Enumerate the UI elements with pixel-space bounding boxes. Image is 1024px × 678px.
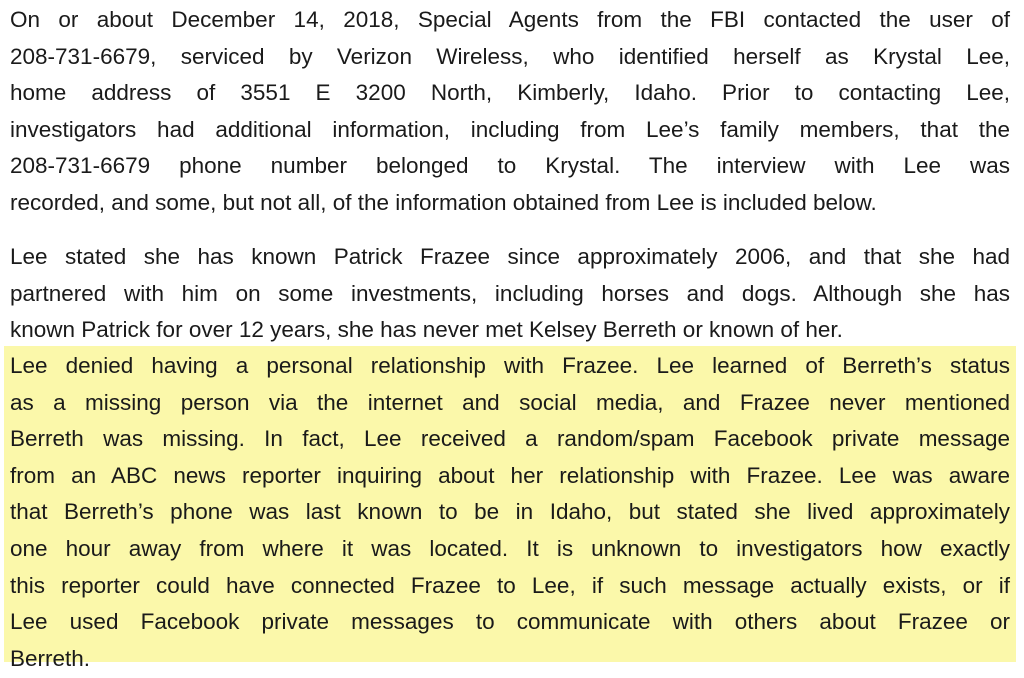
- text-line: Lee stated she has known Patrick Frazee since approximately 2006, and that she had: [10, 244, 1010, 269]
- text-line: Lee denied having a personal relationship with Frazee. Lee learned of Berreth’s status: [10, 353, 1010, 378]
- text-line: known Patrick for over 12 years, she has never met Kelsey Berreth or known of her.: [10, 317, 843, 343]
- text-line: recorded, and some, but not all, of the information obtained from Lee is included below.: [10, 189, 877, 215]
- text-line: Berreth.: [10, 645, 91, 671]
- text-line: from an ABC news reporter inquiring about her relationship with Frazee. Lee was aware: [10, 462, 1010, 488]
- text-line: one hour away from where it was located. It is unknown to investigators how exactly: [10, 535, 1010, 561]
- text-line: 208-731-6679 phone number belonged to Krystal. The interview with Lee was: [10, 153, 1010, 179]
- text-line: partnered with him on some investments, including horses and dogs. Although she has: [10, 280, 1010, 306]
- text-line: Berreth was missing. In fact, Lee received a random/spam Facebook private message: [10, 426, 1010, 452]
- text-line: home address of 3551 E 3200 North, Kimberly, Idaho. Prior to contacting Lee,: [10, 80, 1010, 106]
- text-line: Lee used Facebook private messages to communicate with others about Frazee or: [10, 609, 1010, 635]
- paragraph-highlighted-denial: [10, 348, 1010, 677]
- text-line: investigators had additional information, including from Lee’s family members, that the: [10, 116, 1010, 142]
- paragraph-lee-statement: [10, 239, 1010, 349]
- text-line: as a missing person via the internet and social media, and Frazee never mentioned: [10, 389, 1010, 415]
- text-line: On or about December 14, 2018, Special Agents from the FBI contacted the user of: [10, 7, 1010, 32]
- text-line: that Berreth’s phone was last known to be in Idaho, but stated she lived approximately: [10, 499, 1010, 525]
- paragraph-fbi-contact: [10, 2, 1010, 222]
- text-line: 208-731-6679, serviced by Verizon Wireless, who identified herself as Krystal Lee,: [10, 43, 1010, 69]
- text-line: this reporter could have connected Frazee to Lee, if such message actually exists, or if: [10, 572, 1010, 598]
